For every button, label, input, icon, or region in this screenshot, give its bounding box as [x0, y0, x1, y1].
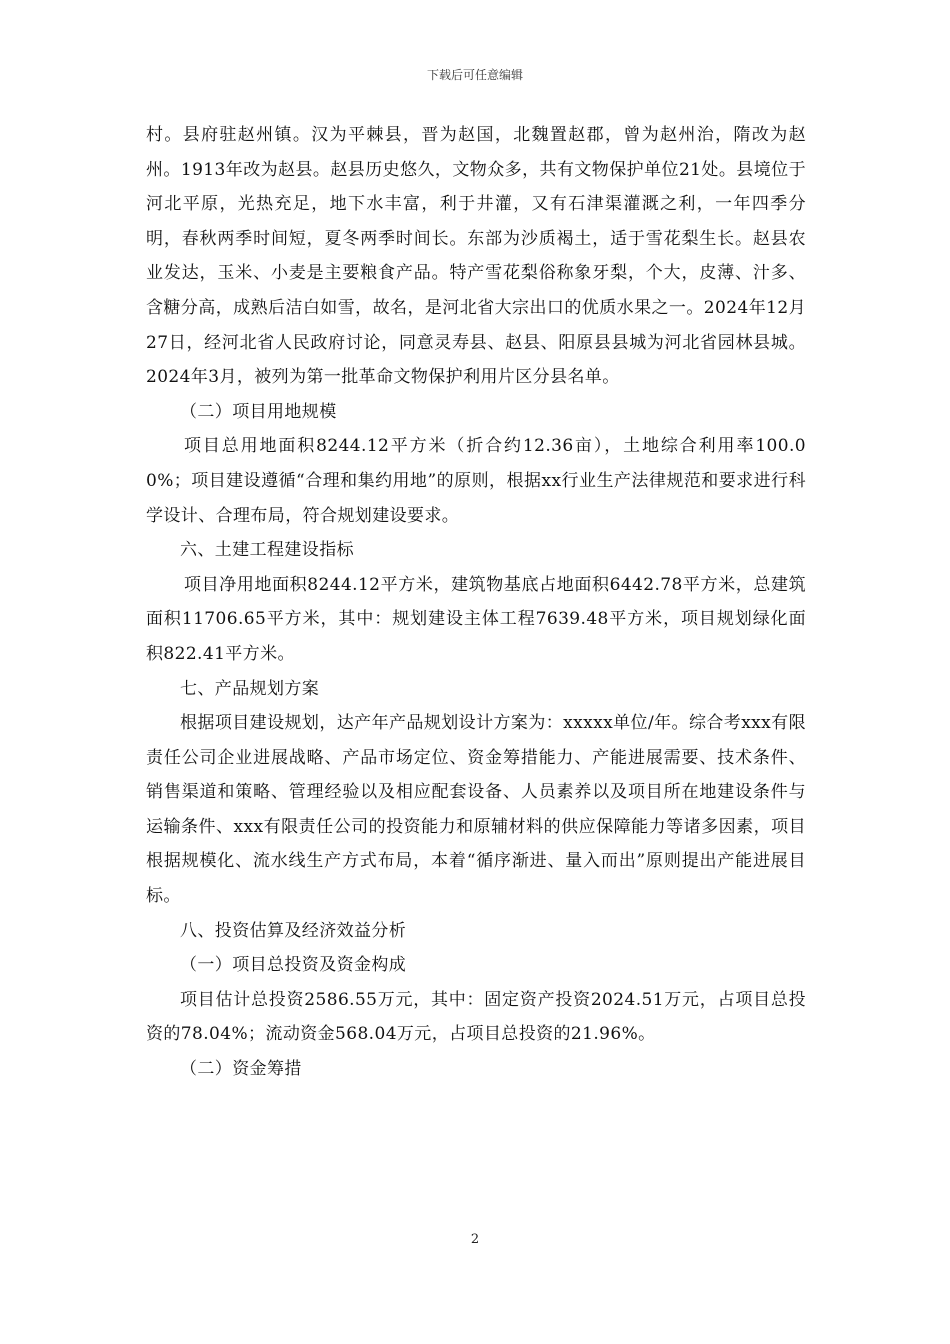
heading-investment-analysis: 八、投资估算及经济效益分析	[180, 920, 407, 941]
heading-fund-raising: （二）资金筹措	[180, 1059, 302, 1080]
paragraph-product-plan: 根据项目建设规划，达产年产品规划设计方案为：xxxxx单位/年。综合考xxx有限责任公司企业进展战略、产品市场定位、资金筹措能力、产能进展需要、技术条件、销售渠道和策略、管理经验以及相应配套设备、人员素养以及项目所在地建设条件与运输条件、xxx有限责任公司的投资能力和原辅材料的供应保障能力等诸多因素，项目根据规模化、流水线生产方式布局，本着“循序渐进、量入而出”原则提出产能进展目标。	[146, 713, 806, 907]
paragraph-civil-engineering: 项目净用地面积8244.12平方米，建筑物基底占地面积6442.78平方米，总建筑面积11706.65平方米，其中：规划建设主体工程7639.48平方米，项目规划绿化面积822.41平方米。	[146, 574, 806, 664]
paragraph-land-scale: 项目总用地面积8244.12平方米（折合约12.36亩），土地综合利用率100.00%；项目建设遵循“合理和集约用地”的原则，根据xx行业生产法律规范和要求进行科学设计、合理布局，符合规划建设要求。	[146, 436, 806, 526]
heading-product-plan: 七、产品规划方案	[180, 678, 320, 699]
document-body	[146, 118, 806, 1087]
page-header: 下载后可任意编辑	[426, 68, 523, 82]
paragraph-total-investment: 项目估计总投资2586.55万元，其中：固定资产投资2024.51万元，占项目总投资的78.04%；流动资金568.04万元，占项目总投资的21.96%。	[146, 989, 806, 1045]
heading-civil-engineering: 六、土建工程建设指标	[180, 540, 354, 561]
paragraph-county-history: 村。县府驻赵州镇。汉为平棘县，晋为赵国，北魏置赵郡，曾为赵州治，隋改为赵州。1913年改为赵县。赵县历史悠久，文物众多，共有文物保护单位21处。县境位于河北平原，光热充足，地下水丰富，利于井灌，又有石津渠灌溉之利，一年四季分明，春秋两季时间短，夏冬两季时间长。东部为沙质褐土，适于雪花梨生长。赵县农业发达，玉米、小麦是主要粮食产品。特产雪花梨俗称象牙梨，个大，皮薄、汁多、含糖分高，成熟后洁白如雪，故名，是河北省大宗出口的优质水果之一。2024年12月27日，经河北省人民政府讨论，同意灵寿县、赵县、阳原县县城为河北省园林县城。2024年3月，被列为第一批革命文物保护利用片区分县名单。	[146, 125, 806, 388]
page-number: 2	[470, 1232, 480, 1247]
heading-total-investment: （一）项目总投资及资金构成	[180, 955, 407, 976]
heading-land-scale: （二）项目用地规模	[180, 401, 337, 422]
